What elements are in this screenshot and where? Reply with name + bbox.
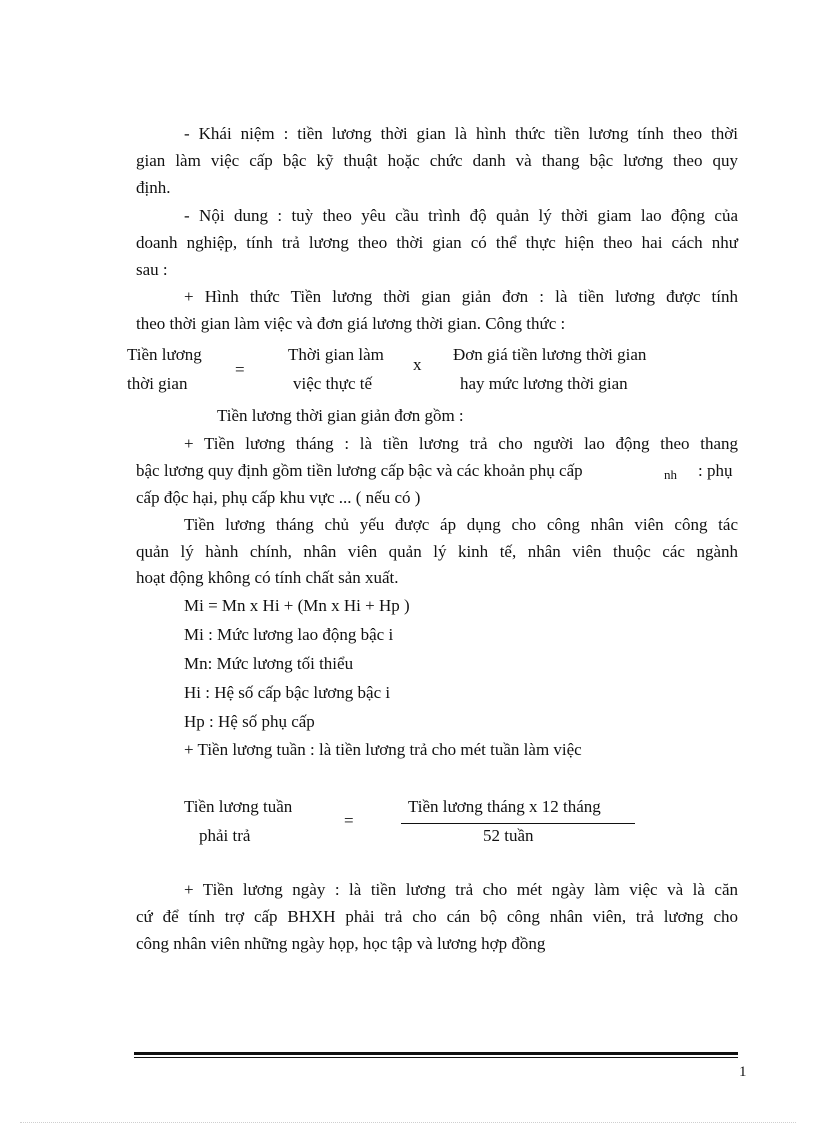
p1-line-3: định. [136,178,171,197]
p1-line-1: - Khái niệm : tiền lương thời gian là hình thức tiền lương tính theo thời [184,124,738,143]
page-number: 1 [739,1064,747,1080]
formula1-lhs-line-1: Tiền lương [127,345,202,364]
p5-line-2: quản lý hành chính, nhân viên quản lý kinh tế, nhân viên thuộc các ngành [136,542,738,561]
formula2-numerator: Tiền lương tháng x 12 tháng [408,797,601,816]
p3-line-2: theo thời gian làm việc và đơn giá lương thời gian. Công thức : [136,314,566,333]
p4-subscript: nh [664,467,677,482]
p5-line-1: Tiền lương tháng chủ yếu được áp dụng cho công nhân viên công tác [184,515,738,534]
formula1-rhs-line-2: hay mức lương thời gian [460,374,628,393]
footer-rule-thick [134,1052,738,1055]
p7-line-3: công nhân viên những ngày họp, học tập và lương hợp đồng [136,934,546,953]
formula2-denominator: 52 tuần [483,826,534,845]
formula2-lhs-line-2: phải trả [199,826,251,845]
formula2-lhs-line-1: Tiền lương tuần [184,797,293,816]
def-hp: Hp : Hệ số phụ cấp [184,712,315,731]
section-heading: Tiền lương thời gian giản đơn gồm : [217,406,464,425]
p7-line-1: + Tiền lương ngày : là tiền lương trả cho mét ngày làm việc và là căn [184,880,738,899]
p4-line-2-tail: : phụ [698,461,733,480]
p2-line-1: - Nội dung : tuỳ theo yêu cầu trình độ quản lý thời giam lao động của [184,206,738,225]
p2-line-2: doanh nghiệp, tính trả lương theo thời gian có thể thực hiện theo hai cách như [136,233,738,252]
fraction-bar [401,823,635,824]
p4-line-2-text: bậc lương quy định gồm tiền lương cấp bậc và các khoản phụ cấp [136,461,583,480]
p1-line-2: gian làm việc cấp bậc kỹ thuật hoặc chức danh và thang bậc lương theo quy [136,151,738,170]
formula1-mid-line-2: việc thực tế [293,374,373,393]
footer-rule-thin [134,1057,738,1058]
def-mi: Mi : Mức lương lao động bậc i [184,625,394,644]
p6-line-1: + Tiền lương tuần : là tiền lương trả cho mét tuần làm việc [184,740,582,759]
formula1-rhs-line-1: Đơn giá tiền lương thời gian [453,345,647,364]
p4-line-3: cấp độc hại, phụ cấp khu vực ... ( nếu có ) [136,488,421,507]
def-mn: Mn: Mức lương tối thiểu [184,654,354,673]
def-hi: Hi : Hệ số cấp bậc lương bậc i [184,683,391,702]
formula1-mid-line-1: Thời gian làm [288,345,384,364]
p4-line-2 [136,461,583,481]
formula1-operator: x [413,355,422,374]
formula1-lhs-line-2: thời gian [127,374,188,393]
formula2-equals: = [344,811,354,830]
p3-line-1: + Hình thức Tiền lương thời gian giản đơn : là tiền lương được tính [184,287,738,306]
wage-formula: Mi = Mn x Hi + (Mn x Hi + Hp ) [184,596,410,615]
p4-line-1: + Tiền lương tháng : là tiền lương trả cho người lao động theo thang [184,434,738,453]
p7-line-2: cứ để tính trợ cấp BHXH phải trả cho cán bộ công nhân viên, trả lương cho [136,907,738,926]
p2-line-3: sau : [136,260,168,279]
p5-line-3: hoạt động không có tính chất sản xuất. [136,568,399,587]
formula1-equals: = [235,360,245,379]
